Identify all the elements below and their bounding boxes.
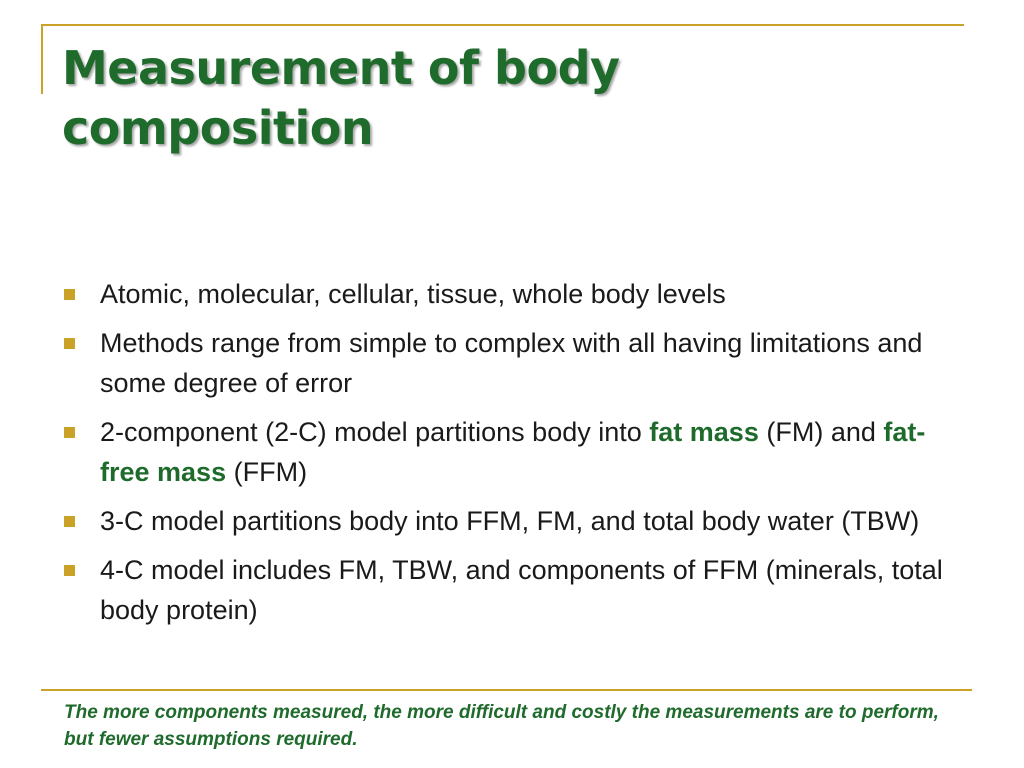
bullet-item-levels [62, 274, 962, 314]
bullet-text-post: (FFM) [226, 457, 308, 487]
title-line-2: composition [62, 101, 374, 155]
title-line-1: Measurement of body [62, 41, 620, 95]
square-bullet-icon [64, 289, 75, 300]
highlight-fat-mass: fat mass [649, 417, 759, 447]
square-bullet-icon [64, 427, 75, 438]
footnote: The more components measured, the more difficult and costly the measurements are to perform, but fewer assumptions required. [64, 702, 939, 750]
bullet-text: Methods range from simple to complex with all having limitations and some degree of error [100, 328, 923, 398]
bullet-list [62, 274, 962, 639]
frame-top-rule [41, 24, 964, 26]
bullet-item-2c-model [62, 412, 962, 492]
bullet-text-mid: (FM) and [758, 417, 884, 447]
bullet-text-pre: 2-component (2-C) model partitions body into [100, 417, 650, 447]
bullet-item-4c-model [62, 550, 962, 630]
bullet-item-3c-model [62, 501, 962, 541]
footnote-divider [41, 689, 972, 691]
slide-title [62, 38, 962, 158]
square-bullet-icon [64, 338, 75, 349]
frame-left-rule [41, 24, 43, 94]
highlight-fat-free-mass: fat-free mass [100, 417, 926, 487]
square-bullet-icon [64, 565, 75, 576]
square-bullet-icon [64, 516, 75, 527]
bullet-text: 4-C model includes FM, TBW, and components of FFM (minerals, total body protein) [100, 555, 943, 625]
bullet-item-methods [62, 323, 962, 403]
bullet-text: 3-C model partitions body into FFM, FM, and total body water (TBW) [100, 506, 920, 536]
bullet-text: Atomic, molecular, cellular, tissue, whole body levels [100, 279, 726, 309]
